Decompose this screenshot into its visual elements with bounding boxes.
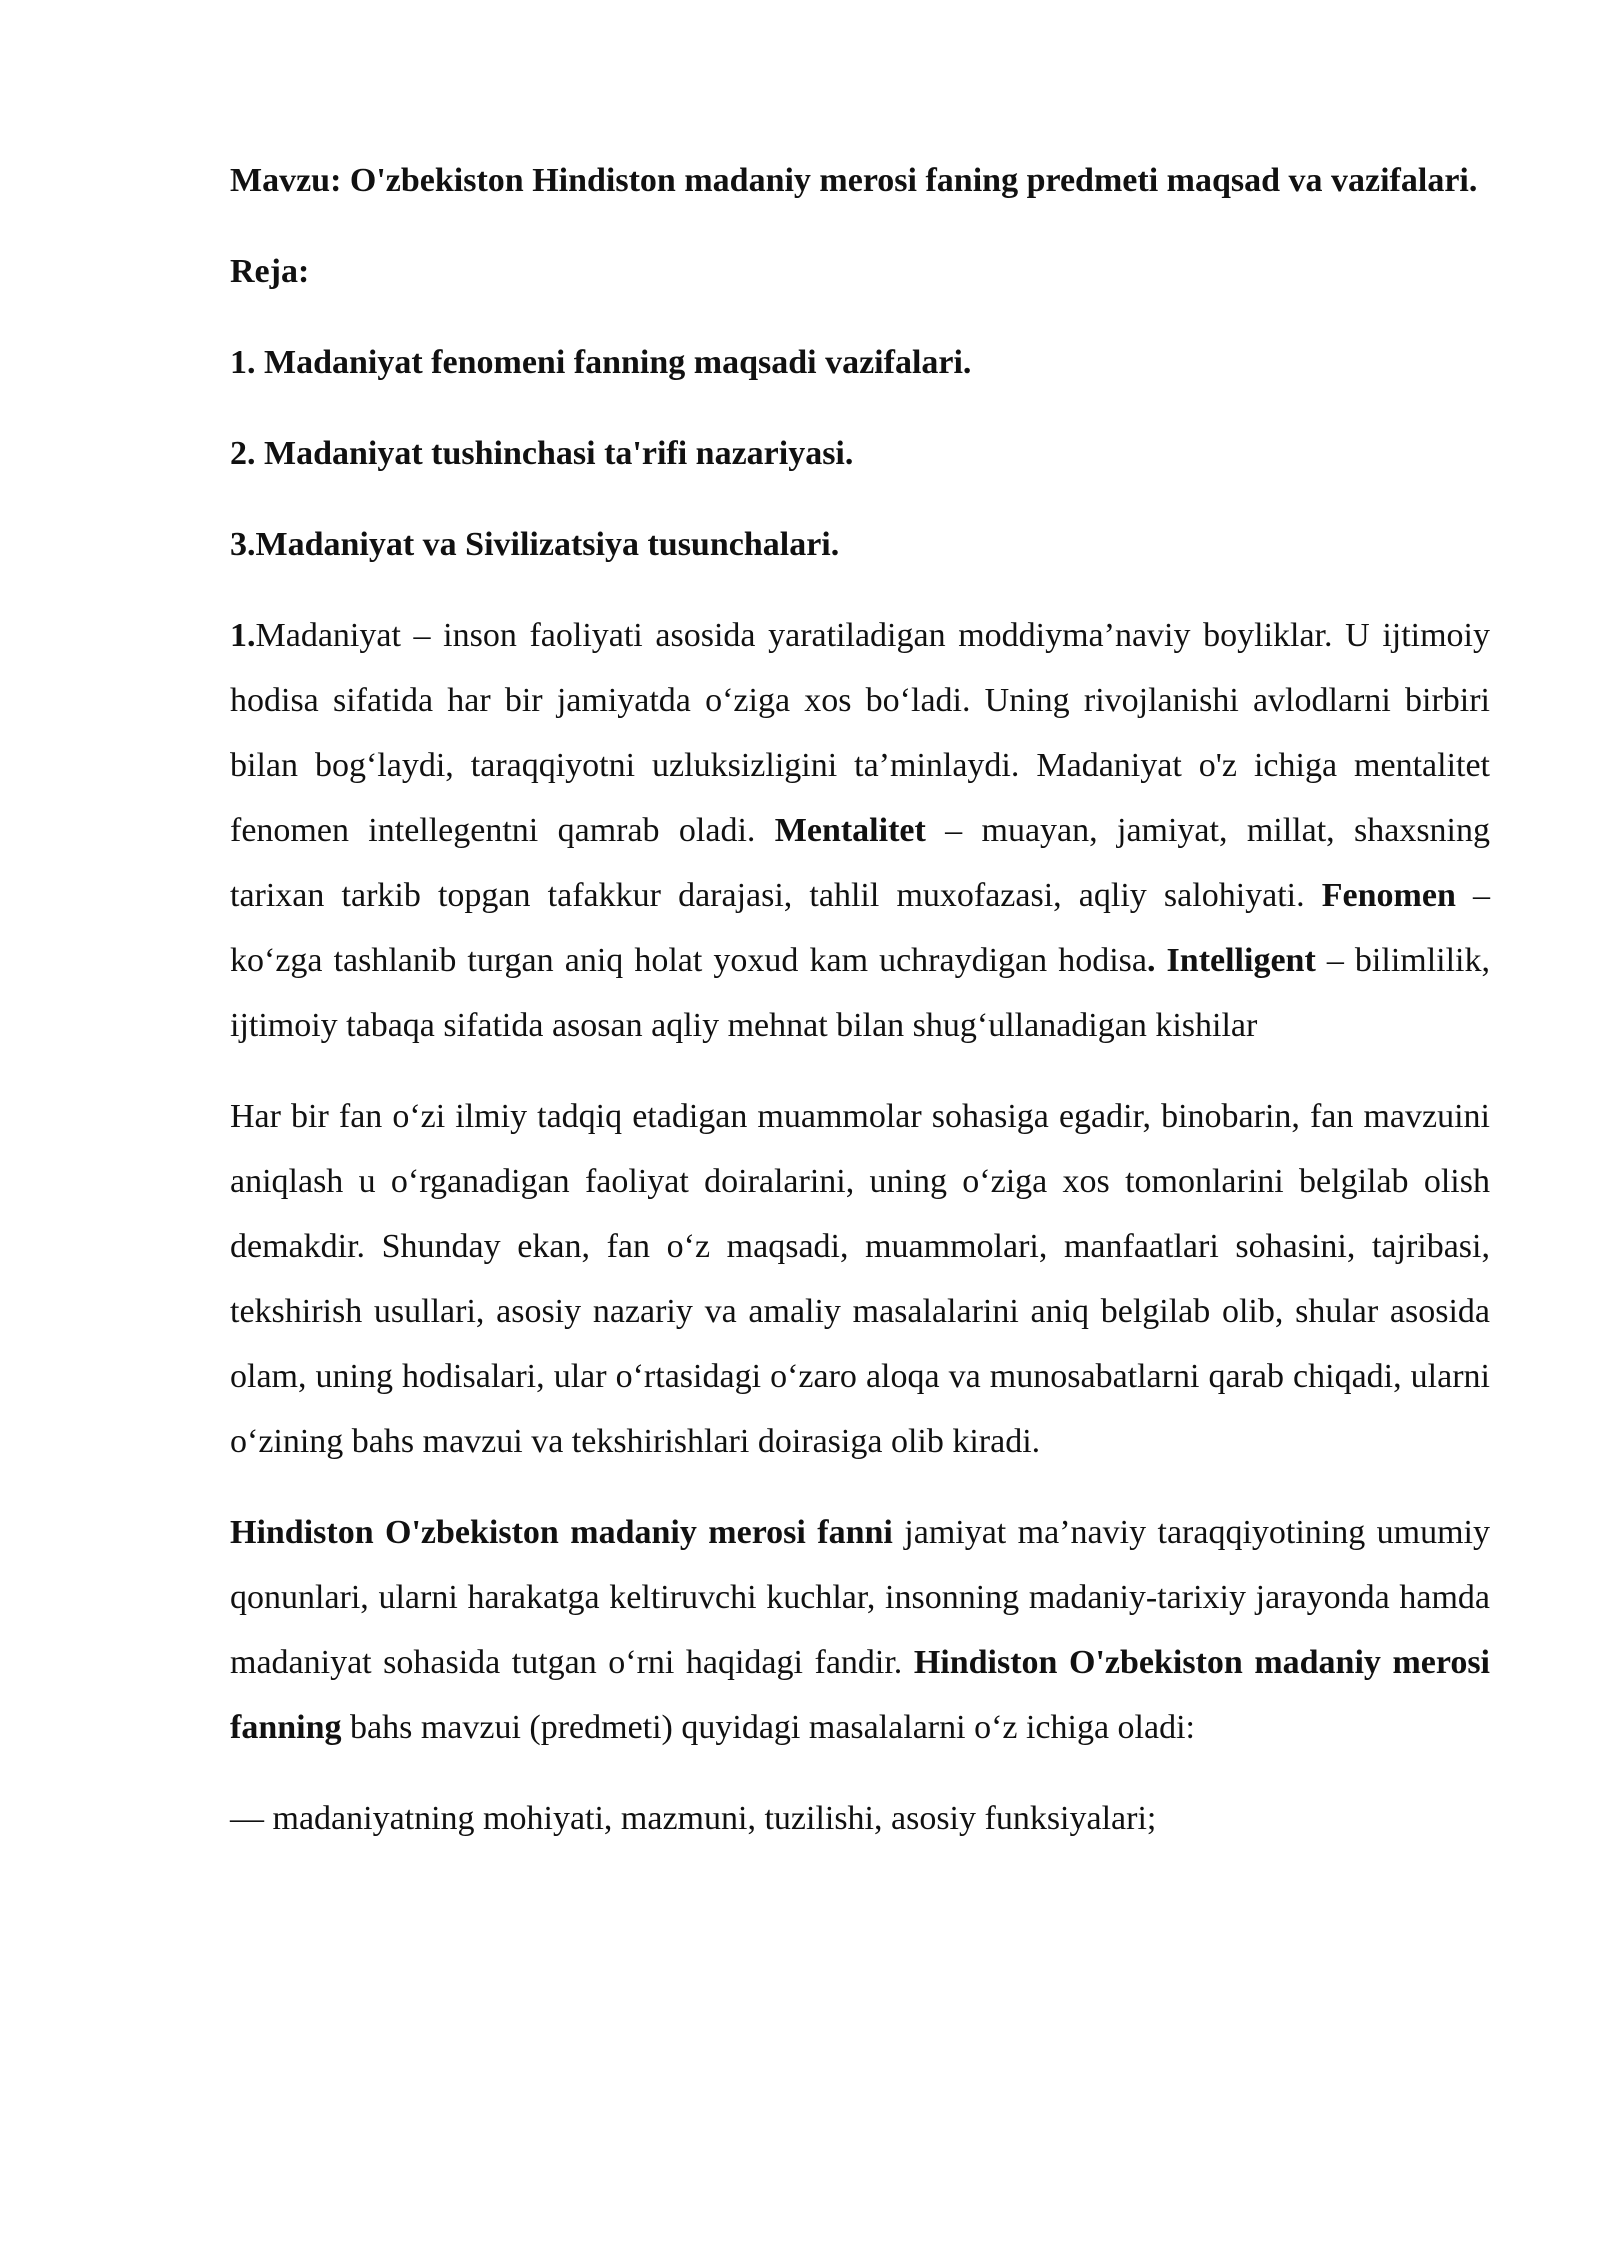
term-mentalitet: Mentalitet [774,812,926,849]
document-page [230,148,1490,1877]
bullet-item-1: — madaniyatning mohiyati, mazmuni, tuzilishi, asosiy funksiyalari; [230,1800,1157,1837]
term-subject-name: Hindiston O'zbekiston madaniy merosi fanni [230,1514,893,1551]
paragraph-science-subject: Har bir fan o‘zi ilmiy tadqiq etadigan muammolar sohasiga egadir, binobarin, fan mavzuini aniqlash u o‘rganadigan faoliyat doiralarini, uning o‘ziga xos tomonlarini belgilab olish demakdir. Shunday ekan, fan o‘z maqsadi, muammolari, manfaatlari sohasini, tajribasi, tekshirish usullari, asosiy nazariy va amaliy masalalarini aniq belgilab olib, shular asosida olam, uning hodisalari, ular o‘rtasidagi o‘zaro aloqa va munosabatlarni qarab chiqadi, ularni o‘zining bahs mavzui va tekshirishlari doirasiga olib kiradi. [230,1098,1490,1460]
term-subject-name-2: Hindiston O'zbekiston madaniy merosi fanning [230,1644,1491,1746]
intelligent-definition: – bilimlilik, ijtimoiy tabaqa sifatida asosan aqliy mehnat bilan shug‘ullanadigan kishilar [230,942,1491,1044]
term-intelligent: . Intelligent [1146,942,1316,979]
subject-description: jamiyat ma’naviy taraqqiyotining umumiy qonunlari, ularni harakatga keltiruvchi kuchlar, insonning madaniy-tarixiy jarayonda hamda madaniyat sohasida tutgan o‘rni haqidagi fandir. [230,1514,1490,1681]
paragraph-subject-matter [230,1500,1490,1760]
paragraph-number: 1. [230,617,256,654]
plan-item-1: 1. Madaniyat fenomeni fanning maqsadi vazifalari. [230,344,972,381]
paragraph-definitions [230,603,1490,1058]
term-fenomen: Fenomen [1321,877,1456,914]
plan-heading: Reja: [230,253,310,290]
mentalitet-definition: – muayan, jamiyat, millat, shaxsning tarixan tarkib topgan tafakkur darajasi, tahlil muxofazasi, aqliy salohiyati. [230,812,1491,914]
fenomen-definition: – ko‘zga tashlanib turgan aniq holat yoxud kam uchraydigan hodisa [230,877,1490,979]
culture-definition: Madaniyat – inson faoliyati asosida yaratiladigan moddiyma’naviy boyliklar. U ijtimoiy hodisa sifatida har bir jamiyatda o‘ziga xos bo‘ladi. Uning rivojlanishi avlodlarni birbiri bilan bog‘laydi, taraqqiyotni uzluksizligini ta’minlaydi. Madaniyat o'z ichiga mentalitet fenomen intellegentni qamrab oladi. [230,617,1490,849]
plan-item-2: 2. Madaniyat tushinchasi ta'rifi nazariyasi. [230,435,854,472]
plan-item-3: 3.Madaniyat va Sivilizatsiya tusunchalari. [230,526,840,563]
document-title: Mavzu: O'zbekiston Hindiston madaniy merosi faning predmeti maqsad va vazifalari. [230,162,1478,199]
subject-scope: bahs mavzui (predmeti) quyidagi masalalarni o‘z ichiga oladi: [341,1709,1195,1746]
